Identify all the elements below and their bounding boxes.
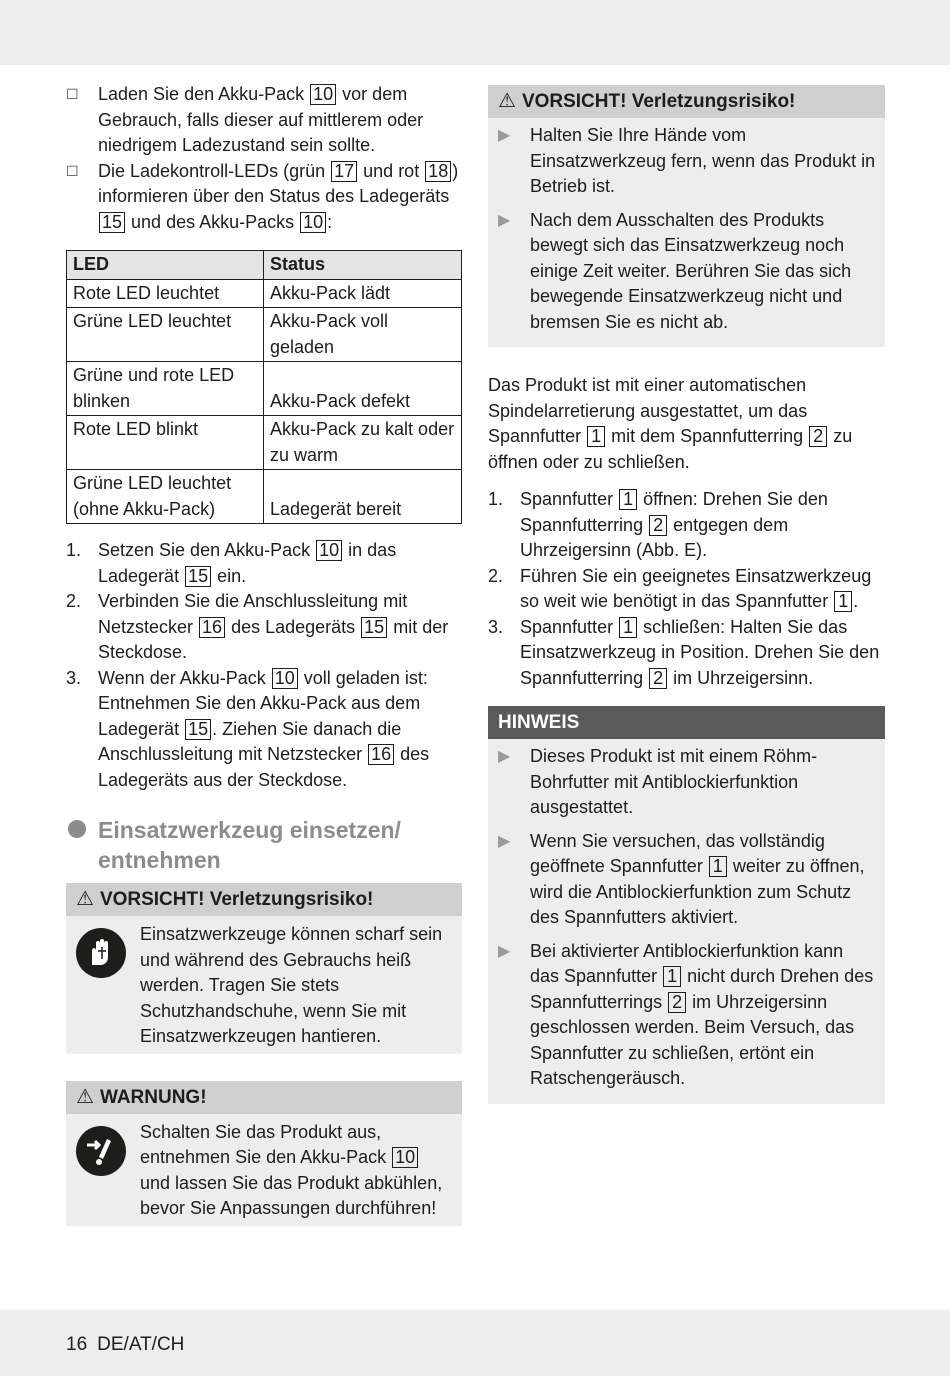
step-item [66,589,462,666]
reference-number: 16 [199,617,225,638]
checkbox-bullet-icon: ☐ [66,162,79,179]
note-item-text: Wenn Sie versuchen, das vollständig geöffnete Spannfutter 1 weiter zu öffnen, wird die Antiblockierfunktion zum Schutz des Spannfutters aktiviert. [530,830,865,927]
warning-triangle-icon: ⚠ [76,888,94,910]
step-number: 3. [488,616,504,637]
warning-triangle-icon: ⚠ [498,90,516,112]
reference-number: 10 [310,84,336,105]
table-row [67,470,462,524]
step-text: Spannfutter 1 schließen: Halten Sie das Einsatzwerkzeug in Position. Drehen Sie den Spannfutterring 2 im Uhrzeigersinn. [520,616,880,688]
note-item [488,829,877,931]
warning-title: WARNUNG! [99,1086,207,1108]
triangle-bullet-icon: ▶ [498,127,511,144]
caution-panel-right [488,85,885,347]
led-status-table [66,250,462,524]
table-row [67,279,462,308]
intro-list [66,82,462,235]
reference-number: 1 [663,966,681,987]
step-text: Führen Sie ein geeignetes Einsatzwerkzeug so weit wie benötigt in das Spannfutter 1 . [520,565,872,611]
reference-number: 15 [99,212,125,233]
note-item [488,939,877,1092]
triangle-bullet-icon: ▶ [498,748,511,765]
step-item [488,564,885,615]
note-item-text: Dieses Produkt ist mit einem Röhm-Bohrfutter mit Antiblockierfunktion ausgestattet. [530,746,818,817]
list-item [66,159,462,236]
left-column [66,82,462,1226]
reference-number: 10 [392,1147,418,1168]
step-item [488,487,885,564]
triangle-bullet-icon: ▶ [498,942,511,960]
reference-number: 1 [834,591,852,612]
charging-steps [66,538,462,793]
table-cell: Akku-Pack voll geladen [264,308,462,362]
warning-text: Schalten Sie das Produkt aus, entnehmen Sie den Akku-Pack 10 und lassen Sie das Produkt abkühlen, bevor Sie Anpassungen durchführen! [140,1121,443,1218]
locale-label: DE/AT/CH [97,1334,185,1355]
reference-number: 2 [649,515,667,536]
reference-number: 1 [709,856,727,877]
right-column [488,85,885,1104]
note-header: HINWEIS [488,706,885,739]
caution-item [488,208,877,336]
top-bar [0,0,950,65]
caution-item [488,123,877,200]
reference-number: 16 [368,744,394,765]
checkbox-bullet-icon: ☐ [66,86,79,102]
table-cell: Ladegerät bereit [264,470,462,524]
caution-title: VORSICHT! Verletzungsrisiko! [521,91,796,112]
caution-panel [66,883,462,1054]
step-number: 2. [488,565,504,586]
list-item [66,82,462,159]
step-number: 3. [66,667,82,688]
note-panel [488,706,885,1104]
step-item [66,538,462,589]
table-cell: Grüne LED leuchtet [67,308,264,362]
reference-number: 15 [361,617,387,638]
step-number: 1. [488,489,504,509]
caution-item-text: Nach dem Ausschalten des Produkts bewegt sich das Einsatzwerkzeug noch einige Zeit weiter. Berühren Sie das sich bewegende Einsatzwerkzeug nicht und bremsen Sie es nicht ab. [530,209,852,332]
section-title: Einsatzwerkzeug einsetzen/ entnehmen [98,817,401,873]
table-header-status: Status [264,251,462,280]
reference-number: 17 [331,161,357,182]
table-header-led: LED [67,251,264,280]
reference-number: 1 [587,426,605,447]
caution-title: VORSICHT! Verletzungsrisiko! [99,889,374,910]
reference-number: 2 [649,668,667,689]
unplug-before-adjust-icon [76,1126,126,1176]
section-bullet-icon [68,820,86,838]
warning-header [66,1081,462,1114]
caution-header [66,883,462,916]
step-text: Wenn der Akku-Pack 10 voll geladen ist: Entnehmen Sie den Akku-Pack aus dem Ladegerät 15 . Ziehen Sie danach die Anschlussleitung mit Netzstecker 16 des Ladegeräts aus der Steckdose. [98,667,430,790]
note-item-text: Bei aktivierter Antiblockierfunktion kann das Spannfutter 1 nicht durch Drehen des Spannfutterrings 2 im Uhrzeigersinn geschlossen werden. Beim Versuch, das Spannfutter zu schließen, ertönt ein Ratschengeräusch. [530,940,874,1088]
triangle-bullet-icon: ▶ [498,832,511,850]
table-cell: Akku-Pack zu kalt oder zu warm [264,416,462,470]
spindle-lock-intro: Das Produkt ist mit einer automatischen Spindelarretierung ausgestattet, um das Spannfutter 1 mit dem Spannfutterring 2 zu öffnen oder zu schließen. [488,375,853,472]
reference-number: 2 [668,992,686,1013]
table-row [67,308,462,362]
table-cell: Rote LED blinkt [67,416,264,470]
reference-number: 10 [272,668,298,689]
step-text: Verbinden Sie die Anschlussleitung mit Netzstecker 16 des Ladegeräts 15 mit der Steckdose. [98,591,449,662]
list-item-text: Die Ladekontroll-LEDs (grün 17 und rot 18 ) informieren über den Status des Ladegeräts 15 und des Akku-Packs 10 : [98,160,459,232]
list-item-text: Laden Sie den Akku-Pack 10 vor dem Gebrauch, falls dieser auf mittlerem oder niedrigem Ladezustand sein sollte. [98,84,424,155]
reference-number: 18 [425,161,451,182]
page-footer [66,1332,184,1358]
table-row [67,416,462,470]
table-row [67,362,462,416]
reference-number: 10 [316,540,342,561]
page-number: 16 [66,1334,88,1355]
reference-number: 15 [185,719,211,740]
note-item [488,744,877,821]
table-cell: Grüne und rote LED blinken [67,362,264,416]
table-cell: Rote LED leuchtet [67,279,264,308]
reference-number: 15 [185,566,211,587]
chuck-steps [488,487,885,691]
step-number: 2. [66,591,82,611]
table-cell: Grüne LED leuchtet (ohne Akku-Pack) [67,470,264,524]
reference-number: 1 [619,489,637,510]
triangle-bullet-icon: ▶ [498,211,511,229]
wear-gloves-icon [76,928,126,978]
reference-number: 10 [300,212,326,233]
table-cell: Akku-Pack lädt [264,279,462,308]
reference-number: 1 [619,617,637,638]
step-item [488,615,885,692]
warning-panel [66,1081,462,1226]
section-heading [66,815,462,875]
warning-triangle-icon: ⚠ [76,1085,94,1108]
table-cell: Akku-Pack defekt [264,362,462,416]
reference-number: 2 [809,426,827,447]
step-item [66,666,462,794]
caution-header [488,85,885,118]
step-text: Setzen Sie den Akku-Pack 10 in das Ladegerät 15 ein. [98,540,397,586]
caution-item-text: Halten Sie Ihre Hände vom Einsatzwerkzeug fern, wenn das Produkt in Betrieb ist. [530,125,876,196]
step-number: 1. [66,540,82,560]
step-text: Spannfutter 1 öffnen: Drehen Sie den Spannfutterring 2 entgegen dem Uhrzeigersinn (Abb. E). [520,489,828,560]
caution-text: Einsatzwerkzeuge können scharf sein und während des Gebrauchs heiß werden. Tragen Sie stets Schutzhandschuhe, wenn Sie mit Einsatzwerkzeugen hantieren. [140,924,443,1046]
table-header-row [67,251,462,280]
